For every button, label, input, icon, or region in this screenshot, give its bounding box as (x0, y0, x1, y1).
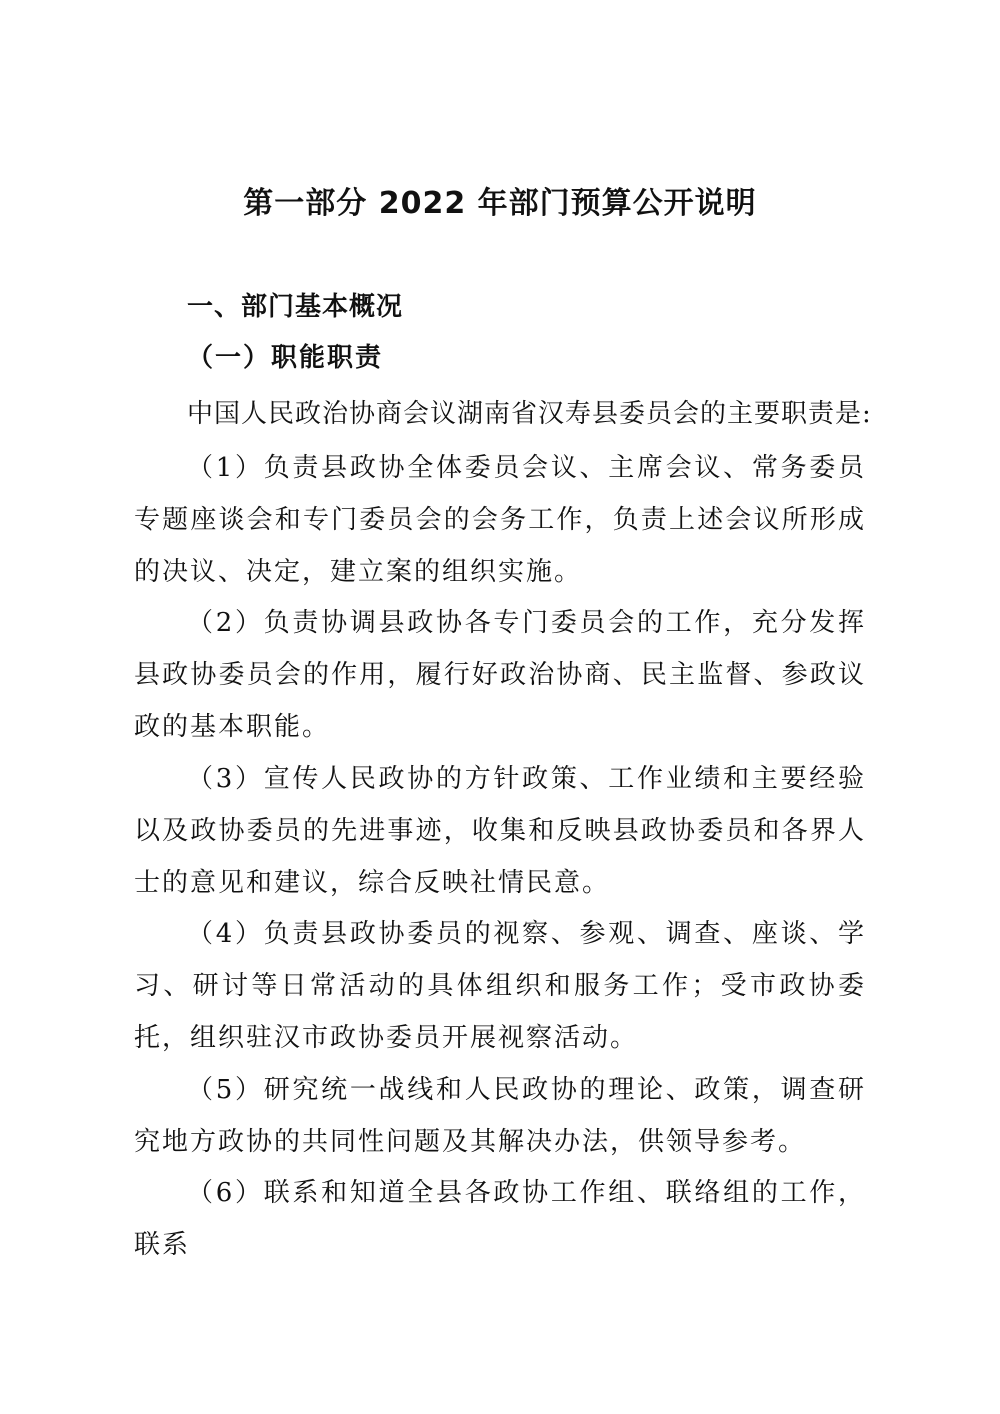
duty-paragraph-6: （6）联系和知道全县各政协工作组、联络组的工作，联系 (134, 1178, 866, 1260)
section-heading: 一、部门基本概况 (187, 292, 404, 322)
duty-paragraph-2: （2）负责协调县政协各专门委员会的工作，充分发挥县政协委员会的作用，履行好政治协商、民主监督、参政议政的基本职能。 (134, 608, 866, 742)
duty-paragraph-3: （3）宣传人民政协的方针政策、工作业绩和主要经验以及政协委员的先进事迹，收集和反映县政协委员和各界人士的意见和建议，综合反映社情民意。 (134, 764, 866, 898)
intro-paragraph: 中国人民政治协商会议湖南省汉寿县委员会的主要职责是: (187, 399, 872, 429)
duty-paragraph-1: （1）负责县政协全体委员会议、主席会议、常务委员专题座谈会和专门委员会的会务工作，负责上述会议所形成的决议、决定，建立案的组织实施。 (134, 453, 866, 587)
duty-paragraph-5: （5）研究统一战线和人民政协的理论、政策，调查研究地方政协的共同性问题及其解决办法，供领导参考。 (134, 1075, 866, 1157)
duty-paragraph-4: （4）负责县政协委员的视察、参观、调查、座谈、学习、研讨等日常活动的具体组织和服务工作；受市政协委托，组织驻汉市政协委员开展视察活动。 (134, 919, 866, 1053)
document-title: 第一部分 2022 年部门预算公开说明 (243, 186, 757, 221)
subsection-heading: （一）职能职责 (187, 343, 384, 373)
